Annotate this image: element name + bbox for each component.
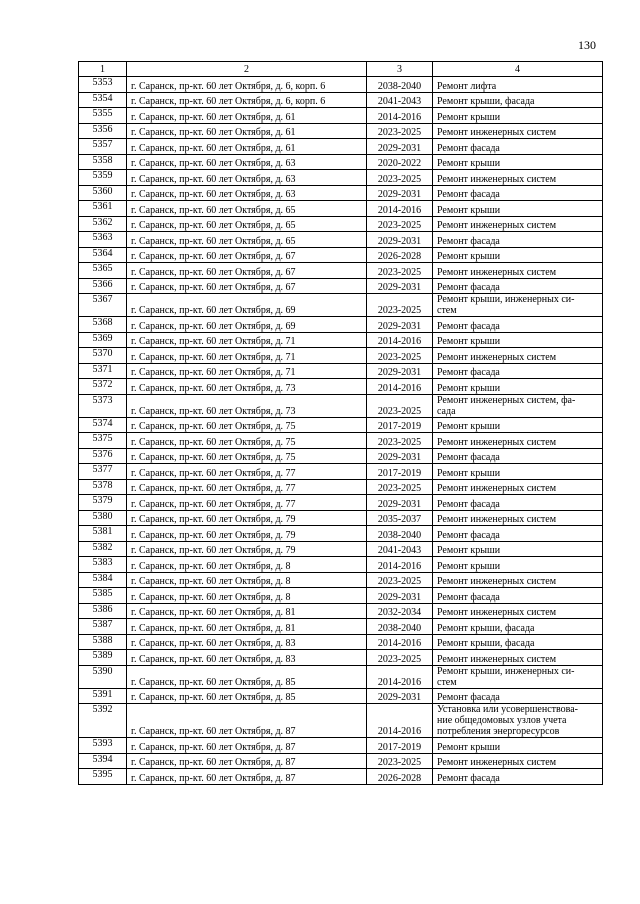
table-row (79, 278, 603, 294)
row-work: Ремонт крыши, фасада (433, 92, 603, 108)
row-work: Ремонт фасада (433, 588, 603, 604)
column-header: 2 (127, 62, 367, 77)
row-period: 2029-2031 (367, 278, 433, 294)
row-address: г. Саранск, пр-кт. 60 лет Октября, д. 87 (127, 769, 367, 785)
row-work: Ремонт инженерных систем (433, 216, 603, 232)
row-work: Ремонт крыши (433, 247, 603, 263)
table-row (79, 688, 603, 704)
row-period: 2029-2031 (367, 588, 433, 604)
row-number: 5356 (79, 123, 127, 139)
row-work: Ремонт крыши, фасада (433, 634, 603, 650)
row-work: Ремонт крыши, инженерных си- стем (433, 294, 603, 317)
row-period: 2026-2028 (367, 247, 433, 263)
row-number: 5394 (79, 753, 127, 769)
row-work: Ремонт фасада (433, 317, 603, 333)
row-number: 5358 (79, 154, 127, 170)
row-period: 2023-2025 (367, 263, 433, 279)
row-address: г. Саранск, пр-кт. 60 лет Октября, д. 83 (127, 634, 367, 650)
row-number: 5353 (79, 77, 127, 93)
row-number: 5388 (79, 634, 127, 650)
row-number: 5355 (79, 108, 127, 124)
row-work: Ремонт крыши (433, 332, 603, 348)
table-row (79, 417, 603, 433)
row-period: 2023-2025 (367, 394, 433, 417)
row-work: Ремонт фасада (433, 769, 603, 785)
row-address: г. Саранск, пр-кт. 60 лет Октября, д. 69 (127, 317, 367, 333)
row-address: г. Саранск, пр-кт. 60 лет Октября, д. 8 (127, 588, 367, 604)
row-work: Ремонт инженерных систем (433, 348, 603, 364)
table-row (79, 332, 603, 348)
table-row (79, 464, 603, 480)
table-row (79, 317, 603, 333)
row-work: Ремонт фасада (433, 363, 603, 379)
row-work: Ремонт фасада (433, 495, 603, 511)
table-row (79, 433, 603, 449)
row-work: Ремонт крыши, инженерных си- стем (433, 665, 603, 688)
row-work: Ремонт крыши (433, 541, 603, 557)
row-period: 2023-2025 (367, 650, 433, 666)
row-period: 2023-2025 (367, 216, 433, 232)
row-number: 5389 (79, 650, 127, 666)
table-row (79, 769, 603, 785)
row-period: 2014-2016 (367, 201, 433, 217)
row-period: 2023-2025 (367, 479, 433, 495)
row-address: г. Саранск, пр-кт. 60 лет Октября, д. 87 (127, 738, 367, 754)
row-period: 2029-2031 (367, 495, 433, 511)
row-period: 2017-2019 (367, 417, 433, 433)
table-row (79, 363, 603, 379)
table-row (79, 738, 603, 754)
row-number: 5379 (79, 495, 127, 511)
row-number: 5368 (79, 317, 127, 333)
row-number: 5359 (79, 170, 127, 186)
row-address: г. Саранск, пр-кт. 60 лет Октября, д. 75 (127, 417, 367, 433)
row-number: 5370 (79, 348, 127, 364)
row-number: 5360 (79, 185, 127, 201)
row-number: 5380 (79, 510, 127, 526)
row-work: Ремонт инженерных систем (433, 123, 603, 139)
table-row (79, 495, 603, 511)
row-number: 5385 (79, 588, 127, 604)
row-address: г. Саранск, пр-кт. 60 лет Октября, д. 77 (127, 464, 367, 480)
row-number: 5372 (79, 379, 127, 395)
row-period: 2014-2016 (367, 665, 433, 688)
row-work: Ремонт инженерных систем (433, 170, 603, 186)
table-row (79, 557, 603, 573)
row-period: 2014-2016 (367, 108, 433, 124)
row-number: 5374 (79, 417, 127, 433)
row-address: г. Саранск, пр-кт. 60 лет Октября, д. 6, корп. 6 (127, 77, 367, 93)
table-row (79, 379, 603, 395)
table-row (79, 201, 603, 217)
row-number: 5371 (79, 363, 127, 379)
row-address: г. Саранск, пр-кт. 60 лет Октября, д. 77 (127, 495, 367, 511)
row-address: г. Саранск, пр-кт. 60 лет Октября, д. 71 (127, 332, 367, 348)
row-address: г. Саранск, пр-кт. 60 лет Октября, д. 61 (127, 139, 367, 155)
row-address: г. Саранск, пр-кт. 60 лет Октября, д. 63 (127, 185, 367, 201)
row-work: Ремонт крыши (433, 738, 603, 754)
table-row (79, 588, 603, 604)
table-row (79, 77, 603, 93)
table-row (79, 572, 603, 588)
row-period: 2038-2040 (367, 526, 433, 542)
row-number: 5381 (79, 526, 127, 542)
column-header: 1 (79, 62, 127, 77)
row-period: 2014-2016 (367, 379, 433, 395)
row-address: г. Саранск, пр-кт. 60 лет Октября, д. 71 (127, 363, 367, 379)
table-row (79, 139, 603, 155)
row-number: 5375 (79, 433, 127, 449)
row-address: г. Саранск, пр-кт. 60 лет Октября, д. 75 (127, 448, 367, 464)
row-address: г. Саранск, пр-кт. 60 лет Октября, д. 69 (127, 294, 367, 317)
table-row (79, 510, 603, 526)
row-number: 5387 (79, 619, 127, 635)
row-address: г. Саранск, пр-кт. 60 лет Октября, д. 8 (127, 572, 367, 588)
row-number: 5362 (79, 216, 127, 232)
row-work: Ремонт инженерных систем (433, 572, 603, 588)
table-header-row (79, 62, 603, 77)
row-period: 2014-2016 (367, 332, 433, 348)
row-address: г. Саранск, пр-кт. 60 лет Октября, д. 61 (127, 123, 367, 139)
table-row (79, 394, 603, 417)
table-row (79, 216, 603, 232)
row-work: Ремонт крыши (433, 417, 603, 433)
row-work: Установка или усовершенствова- ние общедомовых узлов учета потребления энергоресурсов (433, 704, 603, 738)
row-address: г. Саранск, пр-кт. 60 лет Октября, д. 81 (127, 619, 367, 635)
row-address: г. Саранск, пр-кт. 60 лет Октября, д. 65 (127, 201, 367, 217)
row-period: 2029-2031 (367, 363, 433, 379)
row-work: Ремонт крыши (433, 557, 603, 573)
row-number: 5365 (79, 263, 127, 279)
table-row (79, 247, 603, 263)
table-row (79, 263, 603, 279)
row-period: 2023-2025 (367, 753, 433, 769)
row-number: 5354 (79, 92, 127, 108)
table-row (79, 232, 603, 248)
row-address: г. Саранск, пр-кт. 60 лет Октября, д. 71 (127, 348, 367, 364)
row-address: г. Саранск, пр-кт. 60 лет Октября, д. 87 (127, 753, 367, 769)
table-row (79, 665, 603, 688)
row-address: г. Саранск, пр-кт. 60 лет Октября, д. 77 (127, 479, 367, 495)
page-number: 130 (578, 38, 596, 52)
row-address: г. Саранск, пр-кт. 60 лет Октября, д. 73 (127, 394, 367, 417)
repair-schedule-table (78, 61, 603, 785)
row-period: 2038-2040 (367, 77, 433, 93)
table-row (79, 108, 603, 124)
row-address: г. Саранск, пр-кт. 60 лет Октября, д. 67 (127, 247, 367, 263)
row-period: 2023-2025 (367, 123, 433, 139)
table-row (79, 185, 603, 201)
column-header: 3 (367, 62, 433, 77)
row-work: Ремонт фасада (433, 688, 603, 704)
row-address: г. Саранск, пр-кт. 60 лет Октября, д. 75 (127, 433, 367, 449)
row-work: Ремонт инженерных систем (433, 650, 603, 666)
row-number: 5378 (79, 479, 127, 495)
table-row (79, 448, 603, 464)
row-work: Ремонт фасада (433, 139, 603, 155)
row-period: 2017-2019 (367, 464, 433, 480)
table-row (79, 92, 603, 108)
row-number: 5390 (79, 665, 127, 688)
row-address: г. Саранск, пр-кт. 60 лет Октября, д. 6, корп. 6 (127, 92, 367, 108)
row-address: г. Саранск, пр-кт. 60 лет Октября, д. 81 (127, 603, 367, 619)
row-address: г. Саранск, пр-кт. 60 лет Октября, д. 63 (127, 170, 367, 186)
row-number: 5383 (79, 557, 127, 573)
table-row (79, 634, 603, 650)
row-address: г. Саранск, пр-кт. 60 лет Октября, д. 85 (127, 665, 367, 688)
row-work: Ремонт крыши (433, 201, 603, 217)
table-row (79, 154, 603, 170)
row-period: 2023-2025 (367, 170, 433, 186)
table-row (79, 541, 603, 557)
table-row (79, 704, 603, 738)
row-work: Ремонт крыши (433, 464, 603, 480)
column-header: 4 (433, 62, 603, 77)
row-number: 5357 (79, 139, 127, 155)
row-period: 2026-2028 (367, 769, 433, 785)
row-number: 5363 (79, 232, 127, 248)
row-work: Ремонт фасада (433, 185, 603, 201)
row-period: 2029-2031 (367, 317, 433, 333)
row-work: Ремонт крыши, фасада (433, 619, 603, 635)
row-period: 2029-2031 (367, 185, 433, 201)
row-period: 2041-2043 (367, 541, 433, 557)
row-number: 5377 (79, 464, 127, 480)
row-address: г. Саранск, пр-кт. 60 лет Октября, д. 79 (127, 510, 367, 526)
row-work: Ремонт крыши (433, 379, 603, 395)
table-row (79, 526, 603, 542)
row-address: г. Саранск, пр-кт. 60 лет Октября, д. 73 (127, 379, 367, 395)
table-row (79, 123, 603, 139)
row-number: 5369 (79, 332, 127, 348)
row-number: 5373 (79, 394, 127, 417)
row-number: 5395 (79, 769, 127, 785)
row-address: г. Саранск, пр-кт. 60 лет Октября, д. 67 (127, 278, 367, 294)
row-number: 5364 (79, 247, 127, 263)
row-work: Ремонт фасада (433, 448, 603, 464)
row-number: 5376 (79, 448, 127, 464)
row-work: Ремонт фасада (433, 232, 603, 248)
row-work: Ремонт инженерных систем (433, 603, 603, 619)
table-row (79, 294, 603, 317)
row-period: 2020-2022 (367, 154, 433, 170)
row-work: Ремонт фасада (433, 278, 603, 294)
row-period: 2029-2031 (367, 448, 433, 464)
row-address: г. Саранск, пр-кт. 60 лет Октября, д. 85 (127, 688, 367, 704)
table-row (79, 753, 603, 769)
row-work: Ремонт инженерных систем (433, 263, 603, 279)
table-row (79, 650, 603, 666)
row-number: 5386 (79, 603, 127, 619)
row-period: 2014-2016 (367, 557, 433, 573)
row-period: 2023-2025 (367, 294, 433, 317)
row-period: 2014-2016 (367, 704, 433, 738)
row-address: г. Саранск, пр-кт. 60 лет Октября, д. 65 (127, 216, 367, 232)
row-period: 2029-2031 (367, 232, 433, 248)
table-row (79, 619, 603, 635)
row-period: 2023-2025 (367, 433, 433, 449)
row-work: Ремонт фасада (433, 526, 603, 542)
row-period: 2029-2031 (367, 139, 433, 155)
row-number: 5366 (79, 278, 127, 294)
row-period: 2023-2025 (367, 348, 433, 364)
row-number: 5391 (79, 688, 127, 704)
row-period: 2038-2040 (367, 619, 433, 635)
row-number: 5367 (79, 294, 127, 317)
row-period: 2032-2034 (367, 603, 433, 619)
row-period: 2017-2019 (367, 738, 433, 754)
row-work: Ремонт инженерных систем (433, 479, 603, 495)
row-period: 2023-2025 (367, 572, 433, 588)
table-row (79, 479, 603, 495)
row-address: г. Саранск, пр-кт. 60 лет Октября, д. 65 (127, 232, 367, 248)
row-address: г. Саранск, пр-кт. 60 лет Октября, д. 61 (127, 108, 367, 124)
row-work: Ремонт инженерных систем (433, 753, 603, 769)
row-address: г. Саранск, пр-кт. 60 лет Октября, д. 79 (127, 541, 367, 557)
table-row (79, 170, 603, 186)
row-number: 5393 (79, 738, 127, 754)
table-row (79, 348, 603, 364)
row-period: 2035-2037 (367, 510, 433, 526)
row-work: Ремонт лифта (433, 77, 603, 93)
row-address: г. Саранск, пр-кт. 60 лет Октября, д. 79 (127, 526, 367, 542)
row-address: г. Саранск, пр-кт. 60 лет Октября, д. 8 (127, 557, 367, 573)
row-number: 5361 (79, 201, 127, 217)
table-row (79, 603, 603, 619)
row-address: г. Саранск, пр-кт. 60 лет Октября, д. 63 (127, 154, 367, 170)
row-period: 2041-2043 (367, 92, 433, 108)
row-work: Ремонт крыши (433, 154, 603, 170)
row-address: г. Саранск, пр-кт. 60 лет Октября, д. 83 (127, 650, 367, 666)
row-number: 5392 (79, 704, 127, 738)
row-address: г. Саранск, пр-кт. 60 лет Октября, д. 67 (127, 263, 367, 279)
row-address: г. Саранск, пр-кт. 60 лет Октября, д. 87 (127, 704, 367, 738)
row-period: 2014-2016 (367, 634, 433, 650)
row-period: 2029-2031 (367, 688, 433, 704)
row-work: Ремонт крыши (433, 108, 603, 124)
row-work: Ремонт инженерных систем (433, 433, 603, 449)
row-work: Ремонт инженерных систем (433, 510, 603, 526)
row-number: 5382 (79, 541, 127, 557)
row-number: 5384 (79, 572, 127, 588)
row-work: Ремонт инженерных систем, фа- сада (433, 394, 603, 417)
